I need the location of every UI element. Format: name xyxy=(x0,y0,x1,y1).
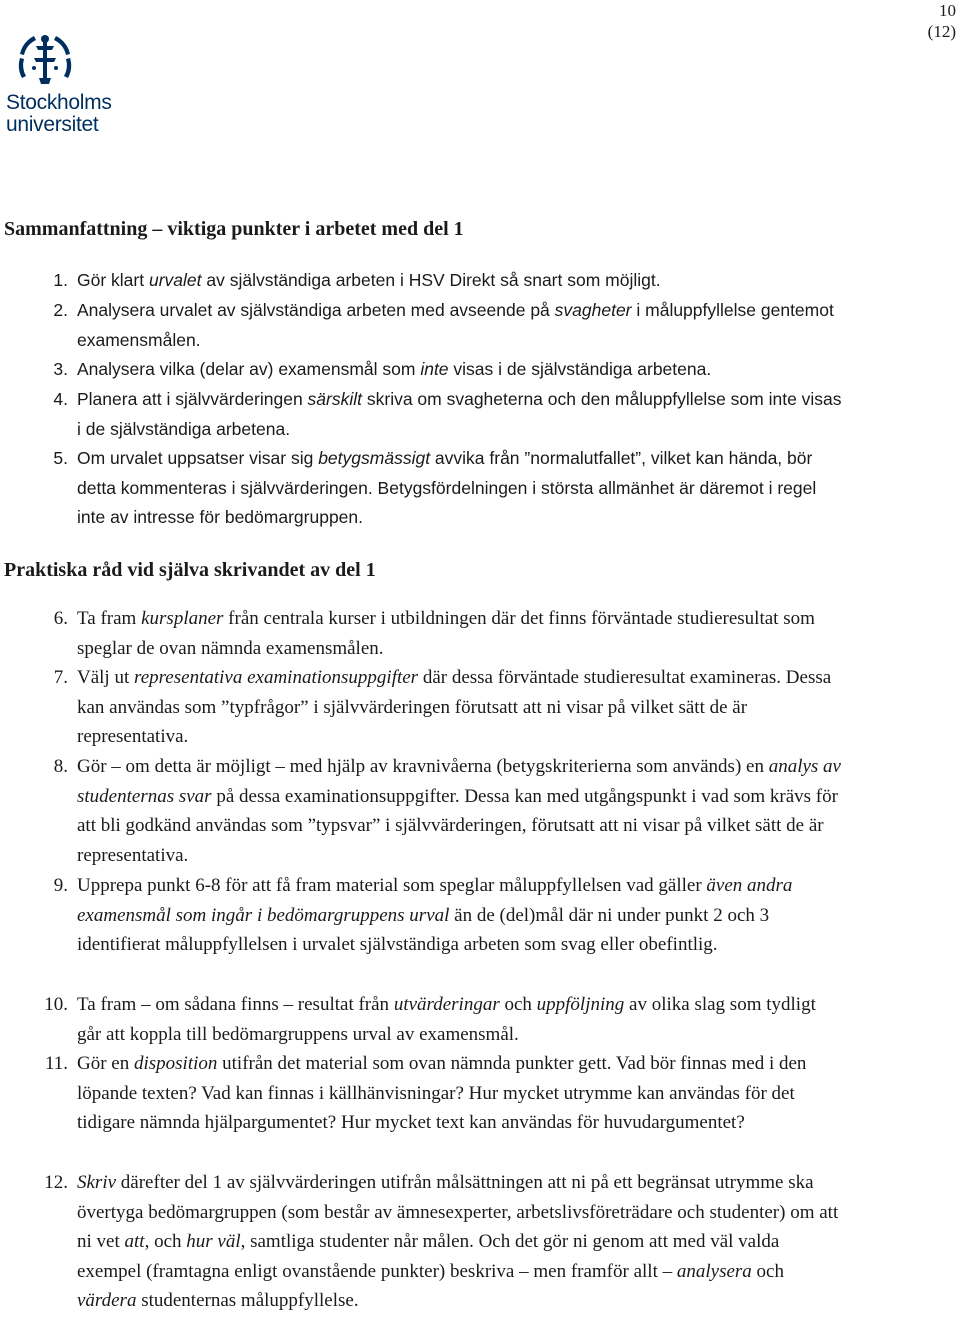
list-item xyxy=(4,296,844,355)
section-heading-practical: Praktiska råd vid själva skrivandet av del 1 xyxy=(4,559,376,581)
list-item xyxy=(4,444,844,533)
text-run: Upprepa punkt 6-8 för att få fram material som speglar måluppfyllelsen vad gäller xyxy=(77,875,707,896)
list-item xyxy=(4,266,844,296)
list-item-number: 12. xyxy=(44,1172,68,1193)
list-item-text xyxy=(77,990,844,1049)
text-run: , samtliga studenter når målen. Och det gör ni genom att med väl valda exempel (framtagna enligt ovanstående punkter) beskriva – men framför allt – xyxy=(77,1231,780,1282)
text-run: och xyxy=(751,1260,784,1282)
list-item-number: 11. xyxy=(44,1053,68,1074)
emphasis-text: representativa examinationsuppgifter xyxy=(134,667,419,688)
emphasis-text: uppföljning xyxy=(536,994,625,1015)
list-item-text xyxy=(77,296,844,355)
emphasis-text: särskilt xyxy=(307,389,362,409)
page-number xyxy=(928,0,956,42)
list-item-number: 4. xyxy=(53,389,68,409)
text-run: Analysera urvalet av självständiga arbeten med avseende på xyxy=(77,300,555,320)
list-item xyxy=(4,355,844,385)
emphasis-text: analysera xyxy=(676,1260,752,1282)
list-item-text xyxy=(77,752,844,870)
list-item xyxy=(4,385,844,444)
list-item xyxy=(4,752,844,870)
section-heading-summary: Sammanfattning – viktiga punkter i arbetet med del 1 xyxy=(4,218,464,240)
list-item-number: 9. xyxy=(53,875,68,896)
text-run: på dessa examinationsuppgifter. Dessa kan med utgångspunkt i vad som krävs för att bli godkänd användas som ”typsvar” i självvärderingen, förutsatt att ni visar på vilket sätt de är representativa. xyxy=(77,785,838,866)
list-item xyxy=(4,1049,844,1138)
list-item-text xyxy=(77,385,844,444)
text-run: Gör – om detta är möjligt – med hjälp av kravnivåerna (betygskriterierna som används) en xyxy=(77,756,769,777)
list-item-number: 6. xyxy=(53,608,68,629)
emphasis-text: svagheter xyxy=(554,300,632,320)
text-run: Ta fram – om sådana finns – resultat från xyxy=(77,994,394,1015)
emphasis-text: disposition xyxy=(133,1053,218,1074)
text-run: Analysera vilka (delar av) examensmål som xyxy=(77,359,421,379)
text-run: Välj ut xyxy=(77,667,134,688)
logo-line-1: Stockholms xyxy=(6,91,112,114)
text-run: Ta fram xyxy=(77,608,142,629)
list-item-text xyxy=(77,355,844,385)
list-item-number: 2. xyxy=(53,300,68,320)
list-item-number: 7. xyxy=(53,667,68,688)
list-item-number: 3. xyxy=(53,359,68,379)
emphasis-text: kursplaner xyxy=(141,608,224,629)
university-name xyxy=(6,92,112,136)
emphasis-text: även andra examensmål som ingår i bedömargruppens urval xyxy=(77,875,793,926)
emphasis-text: urvalet xyxy=(148,270,202,290)
text-run: visas i de självständiga arbetena. xyxy=(448,359,712,379)
emphasis-text: att xyxy=(124,1231,145,1253)
text-run: Planera att i självvärderingen xyxy=(77,389,308,409)
list-item-text xyxy=(77,871,844,960)
list-item xyxy=(4,604,844,663)
text-run: avvika från ”normalutfallet”, vilket kan hända, bör detta kommenteras i självvärderingen. Betygsfördelningen i största allmänhet är däremot i regel inte av intresse för bedömargruppen. xyxy=(77,448,817,528)
list-item xyxy=(4,663,844,752)
list-item-text xyxy=(77,1168,844,1316)
text-run: Om urvalet uppsatser visar sig xyxy=(77,448,319,468)
emphasis-text: analys av studenternas svar xyxy=(77,756,841,807)
text-run: studenternas måluppfyllelse. xyxy=(136,1290,359,1312)
university-logo xyxy=(6,28,128,136)
text-run: av självständiga arbeten i HSV Direkt så snart som möjligt. xyxy=(201,270,661,290)
list-item-text xyxy=(77,1049,844,1138)
text-run: därefter del 1 av självvärderingen utifrån målsättningen att ni på ett begränsat utrymme ska övertyga bedömargruppen (som består av ämnesexperter, arbetslivsföreträdare och studenter) om att ni vet xyxy=(77,1172,839,1253)
emphasis-text: inte xyxy=(420,359,449,379)
text-run: från centrala kurser i utbildningen där det finns förväntade studieresultat som speglar de ovan nämnda examensmålen. xyxy=(77,608,815,659)
list-item-text xyxy=(77,663,844,752)
emphasis-text: Skriv xyxy=(77,1172,117,1193)
emphasis-text: betygsmässigt xyxy=(318,448,431,468)
page-number-total: (12) xyxy=(927,22,956,41)
university-seal-icon xyxy=(12,28,78,94)
text-run: Gör en xyxy=(77,1053,134,1074)
logo-line-2: universitet xyxy=(6,113,99,136)
text-run: i måluppfyllelse gentemot examensmålen. xyxy=(77,300,834,350)
list-item xyxy=(4,990,844,1049)
emphasis-text: utvärderingar xyxy=(393,994,500,1015)
list-item-number: 10. xyxy=(44,994,68,1015)
text-run: av olika slag som tydligt går att koppla till bedömargruppens urval av examensmål. xyxy=(77,994,816,1045)
text-run: där dessa förväntade studieresultat examineras. Dessa kan användas som ”typfrågor” i självvärderingen förutsatt att ni visar på vilket sätt de är representativa. xyxy=(77,667,832,748)
list-item-number: 1. xyxy=(53,270,68,290)
emphasis-text: värdera xyxy=(77,1290,137,1312)
text-run: Gör klart xyxy=(77,270,149,290)
text-run: och xyxy=(499,994,537,1015)
list-item-text xyxy=(77,604,844,663)
list-item-text xyxy=(77,266,844,296)
text-run: utifrån det material som ovan nämnda punkter gett. Vad bör finnas med i den löpande texten? Vad kan finnas i källhänvisningar? Hur mycket utrymme kan användas för det tidigare nämnda hjälpargumentet? Hur mycket text kan användas för huvudargumentet? xyxy=(77,1053,807,1134)
text-run: , och xyxy=(144,1231,187,1253)
page-number-current: 10 xyxy=(939,1,956,20)
list-item xyxy=(4,1168,844,1316)
list-item xyxy=(4,871,844,960)
text-run: skriva om svagheterna och den måluppfyllelse som inte visas i de självständiga arbetena. xyxy=(77,389,842,439)
list-item-number: 5. xyxy=(53,448,68,468)
emphasis-text: hur väl xyxy=(186,1231,241,1253)
text-run: än de (del)mål där ni under punkt 2 och 3 identifierat måluppfyllelsen i urvalet självständiga arbeten som svag eller obefintlig. xyxy=(77,904,770,956)
list-item-number: 8. xyxy=(53,756,68,777)
list-item-text xyxy=(77,444,844,533)
